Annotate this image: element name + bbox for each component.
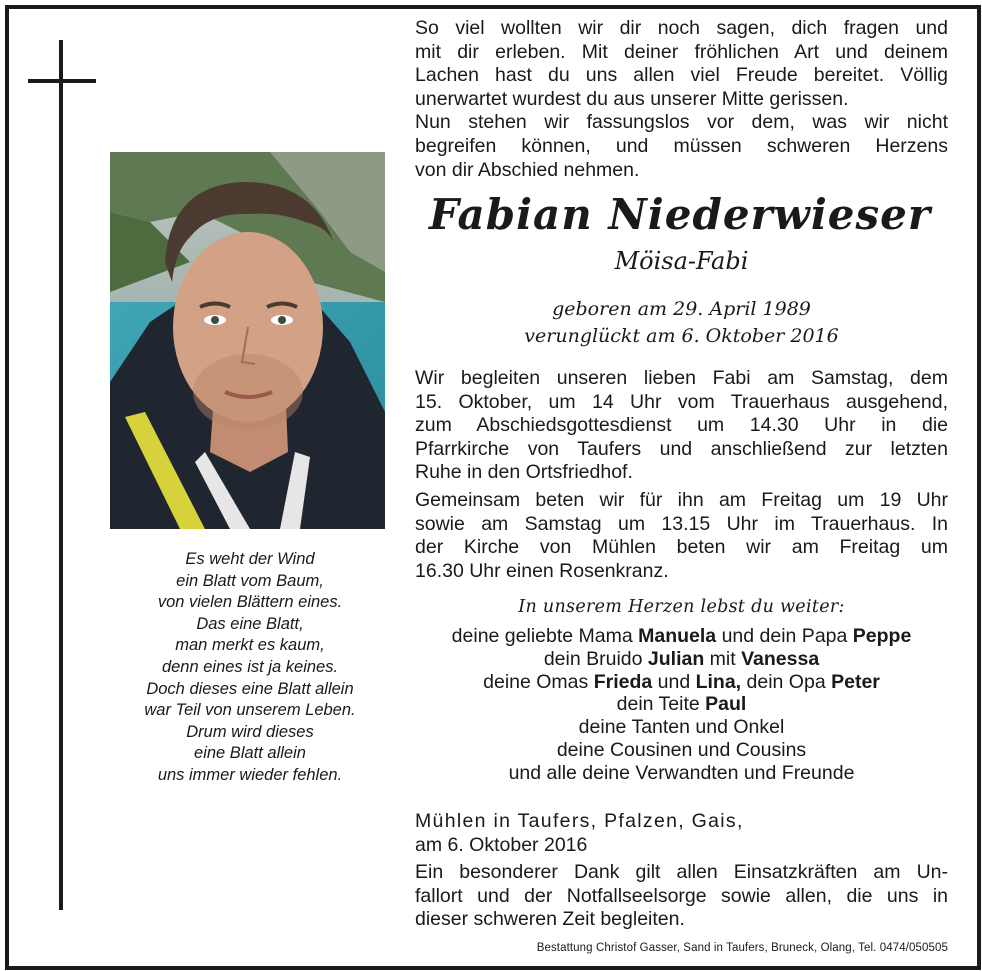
text: dein Bruido — [543, 647, 648, 670]
family-line: deine Cousinen und Cousins — [556, 738, 807, 761]
poem-line: Das eine Blatt, — [196, 614, 304, 633]
nickname: Möisa-Fabi — [614, 247, 749, 275]
grandmother-name: Lina, — [695, 670, 742, 693]
family-line: und alle deine Verwandten und Freunde — [508, 761, 855, 784]
grandmother-name: Frieda — [593, 670, 653, 693]
cross-icon-horizontal — [28, 79, 96, 83]
text: und — [652, 670, 696, 693]
heart-line: In unserem Herzen lebst du weiter: — [518, 597, 845, 617]
text: mit — [704, 647, 742, 670]
deceased-name: Fabian Niederwieser — [428, 190, 932, 239]
funeral-home-credit: Bestattung Christof Gasser, Sand in Taufers, Bruneck, Olang, Tel. 0474/050505 — [536, 942, 948, 954]
poem-line: Doch dieses eine Blatt allein — [146, 679, 354, 698]
portrait-photo — [110, 152, 385, 529]
poem-line: Es weht der Wind — [185, 550, 315, 568]
family-line — [405, 693, 958, 716]
funeral-line: 15. Oktober, um 14 Uhr vom Trauerhaus ausgehend, — [415, 390, 948, 413]
thanks-line: fallort und der Notfallseelsorge sowie allen, die uns in — [415, 884, 948, 907]
thanks-line: Ein besonderer Dank gilt allen Einsatzkräften am Un- — [415, 861, 948, 883]
poem-line: eine Blatt allein — [194, 744, 306, 763]
poem-line: denn eines ist ja keines. — [161, 657, 339, 676]
prayer-line: 16.30 Uhr einen Rosenkranz. — [415, 559, 669, 582]
family-list — [405, 625, 958, 785]
prayer-line: der Kirche von Mühlen beten wir am Freitag um — [415, 536, 948, 559]
family-line — [405, 671, 958, 694]
prayer-line: sowie am Samstag um 13.15 Uhr im Trauerhaus. In — [415, 512, 948, 535]
text: deine Omas — [483, 670, 594, 693]
intro-line: begreifen können, und müssen schweren Herzens — [415, 134, 948, 157]
birth-date: geboren am 29. April 1989 — [552, 298, 811, 320]
poem-line: von vielen Blättern eines. — [157, 593, 343, 612]
text: dein Opa — [741, 670, 832, 693]
intro-line: mit dir erleben. Mit deiner fröhlichen Art und deinem — [415, 40, 948, 63]
poem-line: Drum wird dieses — [186, 722, 314, 741]
intro-line: Nun stehen wir fassungslos vor dem, was wir nicht — [415, 111, 948, 134]
thanks-line: dieser schweren Zeit begleiten. — [415, 908, 685, 931]
poem — [105, 549, 395, 787]
cross-icon-vertical — [59, 40, 63, 910]
mother-name: Manuela — [638, 625, 717, 647]
family-line — [405, 625, 958, 648]
prayer-line: Gemeinsam beten wir für ihn am Freitag um 19 Uhr — [415, 489, 948, 511]
intro-line: Lachen hast du uns allen viel Freude bereitet. Völlig — [415, 64, 948, 87]
text: dein Teite — [616, 693, 706, 716]
funeral-line: Pfarrkirche von Taufers und anschließend zur letzten — [415, 437, 948, 460]
prayer-paragraph — [415, 489, 948, 583]
family-line: deine Tanten und Onkel — [578, 716, 785, 739]
intro-line: unerwartet wurdest du aus unserer Mitte gerissen. — [415, 87, 849, 110]
father-name: Peppe — [852, 625, 912, 647]
poem-line: uns immer wieder fehlen. — [157, 765, 343, 784]
family-line — [405, 648, 958, 671]
intro-paragraph — [415, 17, 948, 182]
intro-line: von dir Abschied nehmen. — [415, 158, 640, 181]
text: und dein Papa — [716, 625, 853, 647]
date-line: am 6. Oktober 2016 — [415, 833, 588, 856]
place-line: Mühlen in Taufers, Pfalzen, Gais, — [415, 810, 744, 832]
funeral-line: Ruhe in den Ortsfriedhof. — [415, 461, 633, 484]
funeral-line: Wir begleiten unseren lieben Fabi am Samstag, dem — [415, 367, 948, 389]
funeral-line: zum Abschiedsgottesdienst um 14.30 Uhr in die — [415, 414, 948, 437]
poem-line: man merkt es kaum, — [175, 636, 325, 655]
death-date: verunglückt am 6. Oktober 2016 — [524, 325, 839, 347]
closing-block — [415, 810, 948, 932]
funeral-paragraph — [415, 367, 948, 485]
brother-name: Julian — [647, 647, 705, 670]
life-dates — [415, 296, 948, 350]
godfather-name: Paul — [705, 693, 747, 716]
intro-line: So viel wollten wir dir noch sagen, dich fragen und — [415, 17, 948, 39]
poem-line: ein Blatt vom Baum, — [176, 571, 324, 590]
poem-line: war Teil von unserem Leben. — [144, 701, 356, 720]
partner-name: Vanessa — [741, 647, 820, 670]
text: deine geliebte Mama — [451, 625, 639, 647]
grandfather-name: Peter — [831, 670, 880, 693]
